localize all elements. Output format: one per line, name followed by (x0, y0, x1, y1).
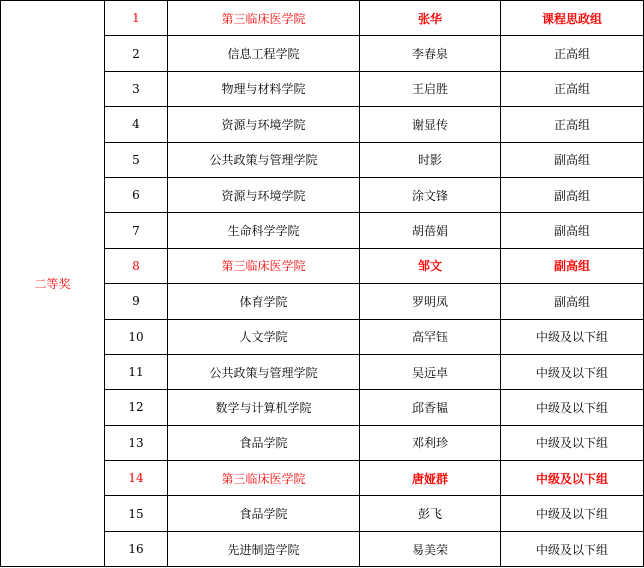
college-cell: 食品学院 (168, 425, 360, 460)
name-cell: 彭飞 (360, 496, 501, 531)
row-number: 12 (105, 390, 168, 425)
college-cell: 公共政策与管理学院 (168, 354, 360, 389)
row-number: 7 (105, 213, 168, 248)
group-cell: 中级及以下组 (501, 390, 644, 425)
college-cell: 公共政策与管理学院 (168, 142, 360, 177)
college-cell: 第三临床医学院 (168, 461, 360, 496)
name-cell: 谢显传 (360, 107, 501, 142)
row-number: 8 (105, 248, 168, 283)
group-cell: 正高组 (501, 107, 644, 142)
group-cell: 副高组 (501, 177, 644, 212)
group-cell: 副高组 (501, 213, 644, 248)
group-cell: 正高组 (501, 71, 644, 106)
group-cell: 副高组 (501, 142, 644, 177)
college-cell: 人文学院 (168, 319, 360, 354)
group-cell: 中级及以下组 (501, 354, 644, 389)
college-cell: 资源与环境学院 (168, 107, 360, 142)
name-cell: 时影 (360, 142, 501, 177)
table-row (1, 1, 644, 36)
award-table-body (1, 1, 644, 567)
row-number: 15 (105, 496, 168, 531)
college-cell: 数学与计算机学院 (168, 390, 360, 425)
college-cell: 第三临床医学院 (168, 1, 360, 36)
name-cell: 涂文锋 (360, 177, 501, 212)
group-cell: 正高组 (501, 36, 644, 71)
row-number: 4 (105, 107, 168, 142)
name-cell: 邹文 (360, 248, 501, 283)
name-cell: 王启胜 (360, 71, 501, 106)
name-cell: 张华 (360, 1, 501, 36)
name-cell: 易美荣 (360, 531, 501, 566)
row-number: 10 (105, 319, 168, 354)
name-cell: 唐娅群 (360, 461, 501, 496)
group-cell: 中级及以下组 (501, 425, 644, 460)
group-cell: 中级及以下组 (501, 531, 644, 566)
row-number: 11 (105, 354, 168, 389)
group-cell: 副高组 (501, 284, 644, 319)
group-cell: 副高组 (501, 248, 644, 283)
row-number: 16 (105, 531, 168, 566)
name-cell: 高罕钰 (360, 319, 501, 354)
name-cell: 李春泉 (360, 36, 501, 71)
row-number: 5 (105, 142, 168, 177)
row-number: 1 (105, 1, 168, 36)
college-cell: 食品学院 (168, 496, 360, 531)
award-level-cell: 二等奖 (1, 1, 105, 567)
name-cell: 胡蓓娟 (360, 213, 501, 248)
row-number: 14 (105, 461, 168, 496)
college-cell: 物理与材料学院 (168, 71, 360, 106)
row-number: 2 (105, 36, 168, 71)
group-cell: 中级及以下组 (501, 461, 644, 496)
group-cell: 中级及以下组 (501, 496, 644, 531)
name-cell: 吴远卓 (360, 354, 501, 389)
college-cell: 信息工程学院 (168, 36, 360, 71)
name-cell: 罗明凤 (360, 284, 501, 319)
college-cell: 第三临床医学院 (168, 248, 360, 283)
college-cell: 体育学院 (168, 284, 360, 319)
group-cell: 课程思政组 (501, 1, 644, 36)
row-number: 3 (105, 71, 168, 106)
row-number: 13 (105, 425, 168, 460)
row-number: 6 (105, 177, 168, 212)
college-cell: 先进制造学院 (168, 531, 360, 566)
college-cell: 资源与环境学院 (168, 177, 360, 212)
name-cell: 邓利珍 (360, 425, 501, 460)
name-cell: 邱香韫 (360, 390, 501, 425)
group-cell: 中级及以下组 (501, 319, 644, 354)
row-number: 9 (105, 284, 168, 319)
college-cell: 生命科学学院 (168, 213, 360, 248)
